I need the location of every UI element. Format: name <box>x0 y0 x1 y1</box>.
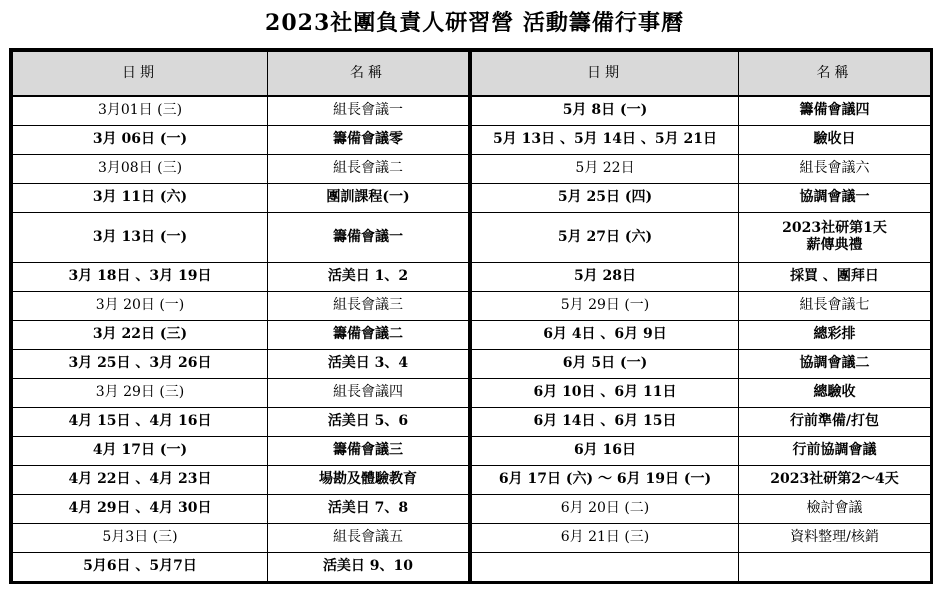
event-name-cell <box>739 154 931 183</box>
event-name-text: 行前協調會議 <box>792 442 877 458</box>
table-row <box>472 552 931 581</box>
date-text: 3月 20日 (一) <box>95 297 185 313</box>
date-cell <box>472 262 739 291</box>
date-text: 3月 13日 (一) <box>92 228 188 245</box>
left-table <box>12 51 469 582</box>
event-name-text: 籌備會議二 <box>333 326 403 342</box>
event-name-text: 籌備會議四 <box>799 102 870 119</box>
event-name-cell <box>739 523 931 552</box>
event-name-cell <box>268 436 469 465</box>
date-text: 6月 10日 、6月 11日 <box>533 384 677 400</box>
column-header-name: 名稱 <box>739 52 931 97</box>
date-text: 3月01日 (三) <box>97 102 183 119</box>
date-cell <box>13 465 268 494</box>
right-table <box>471 51 931 582</box>
event-name-cell <box>268 465 469 494</box>
date-cell <box>472 494 739 523</box>
date-cell <box>13 436 268 465</box>
date-text: 5月6日 、5月7日 <box>83 558 197 574</box>
date-text: 3月 18日 、3月 19日 <box>68 268 212 284</box>
date-text: 5月 8日 (一) <box>562 102 648 119</box>
event-name-text: 行前準備/打包 <box>789 413 880 429</box>
date-text: 6月 5日 (一) <box>562 355 648 371</box>
event-name-cell <box>739 212 931 262</box>
date-cell <box>13 262 268 291</box>
date-cell <box>13 291 268 320</box>
date-cell <box>13 523 268 552</box>
event-name-text: 協調會議一 <box>799 189 870 205</box>
event-name-text: 活美日 9、10 <box>322 558 414 574</box>
date-text: 5月 25日 (四) <box>557 189 653 205</box>
table-row <box>472 378 931 407</box>
event-name-cell <box>739 349 931 378</box>
event-name-cell <box>739 262 931 291</box>
event-name-cell <box>739 552 931 581</box>
event-name-cell <box>268 552 469 581</box>
table-row <box>13 96 469 125</box>
schedule-table <box>9 48 933 584</box>
table-row <box>472 96 931 125</box>
date-cell <box>13 552 268 581</box>
date-cell <box>472 96 739 125</box>
date-text: 3月 29日 (三) <box>95 384 185 400</box>
table-row <box>13 183 469 212</box>
date-text: 5月 27日 (六) <box>557 228 653 245</box>
date-text: 3月08日 (三) <box>97 160 183 176</box>
date-text: 6月 17日 (六) ～ 6月 19日 (一) <box>498 471 712 487</box>
date-cell <box>472 523 739 552</box>
date-cell <box>13 378 268 407</box>
date-text: 4月 29日 、4月 30日 <box>68 500 212 516</box>
date-cell <box>472 212 739 262</box>
event-name-text: 組長會議三 <box>333 297 403 313</box>
event-name-cell <box>268 262 469 291</box>
column-header-date: 日期 <box>472 52 739 97</box>
date-text: 3月 11日 (六) <box>92 189 188 205</box>
event-name-cell <box>739 378 931 407</box>
date-text: 4月 15日 、4月 16日 <box>68 413 212 429</box>
column-header-date: 日期 <box>13 52 268 97</box>
date-text: 5月 22日 <box>575 160 635 176</box>
event-name-text: 籌備會議三 <box>333 442 403 458</box>
table-row <box>472 494 931 523</box>
date-cell <box>472 154 739 183</box>
event-name-subtext: 薪傳典禮 <box>806 237 863 253</box>
date-text: 6月 16日 <box>573 442 637 458</box>
date-cell <box>13 96 268 125</box>
date-text: 6月 20日 (二) <box>560 500 650 516</box>
page-title: 2023社團負責人研習營 活動籌備行事曆 <box>265 10 684 36</box>
event-name-cell <box>739 494 931 523</box>
table-row <box>13 125 469 154</box>
table-row <box>472 523 931 552</box>
event-name-text: 組長會議二 <box>333 160 403 176</box>
event-name-text: 活美日 7、8 <box>327 500 409 516</box>
event-name-cell <box>268 349 469 378</box>
event-name-text: 團訓課程(一) <box>326 189 410 205</box>
date-text: 3月 22日 (三) <box>92 326 188 342</box>
event-name-cell <box>268 407 469 436</box>
event-name-cell <box>739 436 931 465</box>
event-name-text: 組長會議四 <box>333 384 403 400</box>
event-name-text: 活美日 3、4 <box>327 355 409 371</box>
event-name-cell <box>268 378 469 407</box>
event-name-text: 資料整理/核銷 <box>790 529 879 545</box>
date-cell <box>13 349 268 378</box>
table-row <box>472 349 931 378</box>
table-row <box>13 154 469 183</box>
date-text: 3月 25日 、3月 26日 <box>68 355 212 371</box>
event-name-text: 組長會議七 <box>799 297 870 313</box>
header-row <box>13 52 469 97</box>
table-row <box>472 183 931 212</box>
date-cell <box>472 552 739 581</box>
table-row <box>472 465 931 494</box>
header-row <box>472 52 931 97</box>
table-row <box>472 291 931 320</box>
date-text: 5月 29日 (一) <box>560 297 650 313</box>
date-cell <box>13 494 268 523</box>
event-name-cell <box>268 96 469 125</box>
table-row <box>13 523 469 552</box>
event-name-text: 總彩排 <box>813 326 856 342</box>
date-cell <box>472 320 739 349</box>
date-text: 4月 22日 、4月 23日 <box>68 471 212 487</box>
date-text: 4月 17日 (一) <box>92 442 188 458</box>
table-row <box>13 320 469 349</box>
date-text: 5月 28日 <box>573 268 637 284</box>
event-name-text: 協調會議二 <box>799 355 870 371</box>
event-name-cell <box>739 465 931 494</box>
event-name-cell <box>268 212 469 262</box>
table-row <box>13 407 469 436</box>
date-cell <box>472 183 739 212</box>
date-text: 5月3日 (三) <box>102 529 178 545</box>
date-text: 6月 4日 、6月 9日 <box>543 326 667 342</box>
event-name-text: 組長會議五 <box>333 529 403 545</box>
event-name-cell <box>739 96 931 125</box>
event-name-cell <box>268 494 469 523</box>
date-cell <box>472 436 739 465</box>
event-name-text: 驗收日 <box>813 131 856 147</box>
table-row <box>472 320 931 349</box>
table-row <box>472 125 931 154</box>
date-cell <box>472 291 739 320</box>
table-row <box>472 154 931 183</box>
date-text: 6月 21日 (三) <box>560 529 650 545</box>
date-text: 6月 14日 、6月 15日 <box>533 413 677 429</box>
table-row <box>13 378 469 407</box>
date-text: 5月 13日 、5月 14日 、5月 21日 <box>492 131 718 147</box>
event-name-text: 2023社研第2～4天 <box>770 471 899 487</box>
event-name-text: 檢討會議 <box>806 500 863 516</box>
event-name-cell <box>739 291 931 320</box>
date-cell <box>472 125 739 154</box>
table-row <box>13 552 469 581</box>
event-name-text: 活美日 5、6 <box>327 413 409 429</box>
table-row <box>13 494 469 523</box>
event-name-cell <box>268 125 469 154</box>
table-row <box>13 436 469 465</box>
table-row <box>13 349 469 378</box>
table-row <box>13 465 469 494</box>
date-cell <box>13 125 268 154</box>
column-header-name: 名稱 <box>268 52 469 97</box>
event-name-text: 活美日 1、2 <box>327 268 409 284</box>
date-cell <box>472 407 739 436</box>
event-name-text: 籌備會議一 <box>333 228 403 245</box>
date-cell <box>13 320 268 349</box>
event-name-cell <box>268 183 469 212</box>
table-row <box>472 262 931 291</box>
table-row <box>472 436 931 465</box>
date-cell <box>13 154 268 183</box>
event-name-cell <box>739 183 931 212</box>
date-cell <box>13 183 268 212</box>
date-cell <box>472 378 739 407</box>
event-name-cell <box>268 154 469 183</box>
event-name-text: 場勘及體驗教育 <box>319 471 417 487</box>
event-name-text: 採買 、團拜日 <box>790 268 879 284</box>
event-name-cell <box>268 320 469 349</box>
date-text: 3月 06日 (一) <box>92 131 188 147</box>
event-name-cell <box>739 320 931 349</box>
event-name-cell <box>268 523 469 552</box>
table-row <box>13 262 469 291</box>
table-row <box>472 407 931 436</box>
date-cell <box>472 465 739 494</box>
event-name-text: 組長會議一 <box>333 102 403 119</box>
date-cell <box>13 212 268 262</box>
event-name-text: 2023社研第1天 <box>782 220 887 236</box>
date-cell <box>13 407 268 436</box>
event-name-cell <box>739 125 931 154</box>
table-row <box>472 212 931 262</box>
table-row <box>13 291 469 320</box>
date-cell <box>472 349 739 378</box>
event-name-text: 籌備會議零 <box>333 131 403 147</box>
event-name-text: 總驗收 <box>813 384 856 400</box>
event-name-cell <box>739 407 931 436</box>
table-row <box>13 212 469 262</box>
event-name-cell <box>268 291 469 320</box>
event-name-text: 組長會議六 <box>799 160 870 176</box>
